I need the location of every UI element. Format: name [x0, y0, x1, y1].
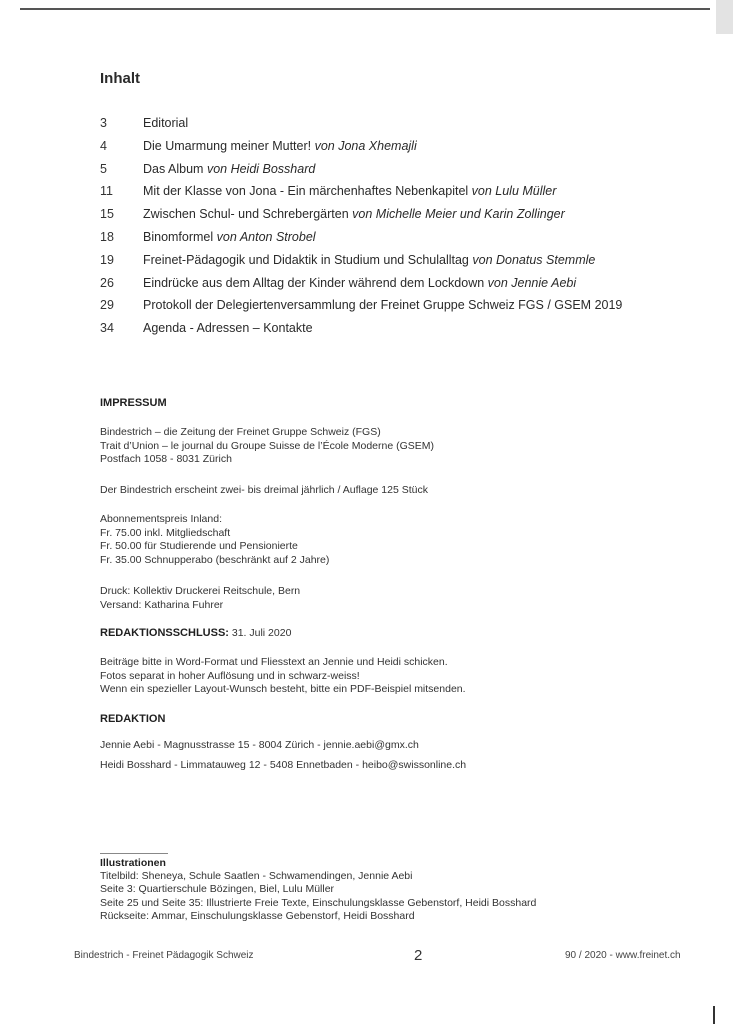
- subscription-line: Fr. 75.00 inkl. Mitgliedschaft: [100, 526, 231, 539]
- toc-page-number: 18: [100, 229, 114, 244]
- table-of-contents: [100, 116, 622, 344]
- toc-entry-title: Zwischen Schul- und Schrebergärten: [143, 207, 349, 222]
- toc-entry: [100, 139, 622, 162]
- toc-entry-author: von Michelle Meier und Karin Zollinger: [352, 207, 565, 222]
- section-divider: [100, 853, 168, 854]
- deadline-value: 31. Juli 2020: [228, 627, 292, 639]
- toc-page-number: 29: [100, 298, 114, 313]
- impressum-publisher: [100, 426, 434, 467]
- toc-page-number: 34: [100, 321, 114, 336]
- impressum-heading: IMPRESSUM: [100, 397, 167, 409]
- toc-title: Inhalt: [100, 70, 140, 87]
- toc-entry-author: von Anton Strobel: [216, 229, 316, 244]
- impressum-print: [100, 585, 300, 612]
- scan-edge-corner: [716, 0, 733, 34]
- toc-entry-author: von Donatus Stemmle: [472, 252, 596, 267]
- subscription-line: Abonnementspreis Inland:: [100, 513, 222, 525]
- note-line: Fotos separat in hoher Auflösung und in schwarz-weiss!: [100, 669, 360, 682]
- print-line: Druck: Kollektiv Druckerei Reitschule, Bern: [100, 585, 301, 597]
- redaktion-contact: Jennie Aebi - Magnusstrasse 15 - 8004 Zürich - jennie.aebi@gmx.ch: [100, 739, 419, 751]
- toc-page-number: 19: [100, 252, 114, 267]
- illustration-line: Seite 25 und Seite 35: Illustrierte Freie Texte, Einschulungsklasse Gebenstorf, Heidi Bosshard: [100, 896, 537, 909]
- toc-entry-title: Die Umarmung meiner Mutter!: [143, 138, 312, 153]
- toc-entry-title: Das Album: [143, 161, 204, 176]
- toc-entry: [100, 253, 622, 276]
- toc-entry-author: von Jennie Aebi: [487, 275, 577, 290]
- toc-entry: [100, 276, 622, 299]
- deadline-label: REDAKTIONSSCHLUSS:: [100, 627, 229, 639]
- note-line: Beiträge bitte in Word-Format und Fliesstext an Jennie und Heidi schicken.: [100, 656, 448, 668]
- toc-entry-title: Binomformel: [143, 229, 214, 244]
- toc-entry-title: Freinet-Pädagogik und Didaktik in Studium und Schulalltag: [143, 252, 469, 267]
- redaktion-heading: REDAKTION: [100, 713, 166, 725]
- impressum-subscription: [100, 513, 329, 567]
- toc-entry: [100, 184, 622, 207]
- illustrations-credits: [100, 857, 536, 923]
- toc-entry-title: Editorial: [143, 116, 189, 130]
- illustration-line: Rückseite: Ammar, Einschulungsklasse Gebenstorf, Heidi Bosshard: [100, 909, 415, 922]
- toc-entry: [100, 298, 622, 321]
- toc-page-number: 3: [100, 116, 107, 130]
- toc-entry-author: von Lulu Müller: [471, 184, 557, 199]
- publisher-line: Postfach 1058 - 8031 Zürich: [100, 453, 232, 465]
- illustrations-heading: Illustrationen: [100, 857, 166, 869]
- toc-page-number: 26: [100, 275, 114, 290]
- footer-issue-website: 90 / 2020 - www.freinet.ch: [565, 950, 681, 961]
- footer-publication: Bindestrich - Freinet Pädagogik Schweiz: [74, 950, 254, 961]
- deadline: [100, 627, 291, 641]
- illustration-line: Titelbild: Sheneya, Schule Saatlen - Schwamendingen, Jennie Aebi: [100, 870, 413, 883]
- toc-entry: [100, 230, 622, 253]
- subscription-line: Fr. 50.00 für Studierende und Pensionierte: [100, 540, 298, 552]
- scan-edge-mark: [713, 1006, 715, 1024]
- page-number: 2: [414, 947, 423, 964]
- toc-entry-title: Eindrücke aus dem Alltag der Kinder während dem Lockdown: [143, 275, 485, 290]
- toc-entry: [100, 321, 622, 344]
- toc-page-number: 15: [100, 207, 114, 222]
- toc-entry-title: Agenda - Adressen – Kontakte: [143, 321, 313, 336]
- print-line: Versand: Katharina Fuhrer: [100, 598, 224, 611]
- toc-entry-author: von Jona Xhemajli: [314, 138, 417, 153]
- toc-page-number: 4: [100, 138, 107, 153]
- note-line: Wenn ein spezieller Layout-Wunsch besteht, bitte ein PDF-Beispiel mitsenden.: [100, 683, 466, 695]
- publisher-line: Bindestrich – die Zeitung der Freinet Gruppe Schweiz (FGS): [100, 426, 381, 438]
- toc-entry-title: Protokoll der Delegiertenversammlung der Freinet Gruppe Schweiz FGS / GSEM 2019: [143, 298, 623, 313]
- toc-entry: [100, 207, 622, 230]
- redaktion-contact: Heidi Bosshard - Limmatauweg 12 - 5408 Ennetbaden - heibo@swissonline.ch: [100, 759, 467, 771]
- toc-entry-author: von Heidi Bosshard: [206, 161, 316, 176]
- toc-page-number: 5: [100, 161, 107, 176]
- illustration-line: Seite 3: Quartierschule Bözingen, Biel, Lulu Müller: [100, 883, 335, 896]
- toc-entry: [100, 116, 622, 139]
- toc-page-number: 11: [100, 184, 113, 199]
- toc-entry-title: Mit der Klasse von Jona - Ein märchenhaftes Nebenkapitel: [143, 184, 469, 199]
- scan-edge-top: [20, 8, 710, 10]
- impressum-frequency: Der Bindestrich erscheint zwei- bis dreimal jährlich / Auflage 125 Stück: [100, 484, 428, 496]
- subscription-line: Fr. 35.00 Schnupperabo (beschränkt auf 2 Jahre): [100, 553, 330, 566]
- toc-entry: [100, 162, 622, 185]
- publisher-line: Trait d’Union – le journal du Groupe Suisse de l’École Moderne (GSEM): [100, 439, 435, 452]
- submission-notes: [100, 656, 466, 697]
